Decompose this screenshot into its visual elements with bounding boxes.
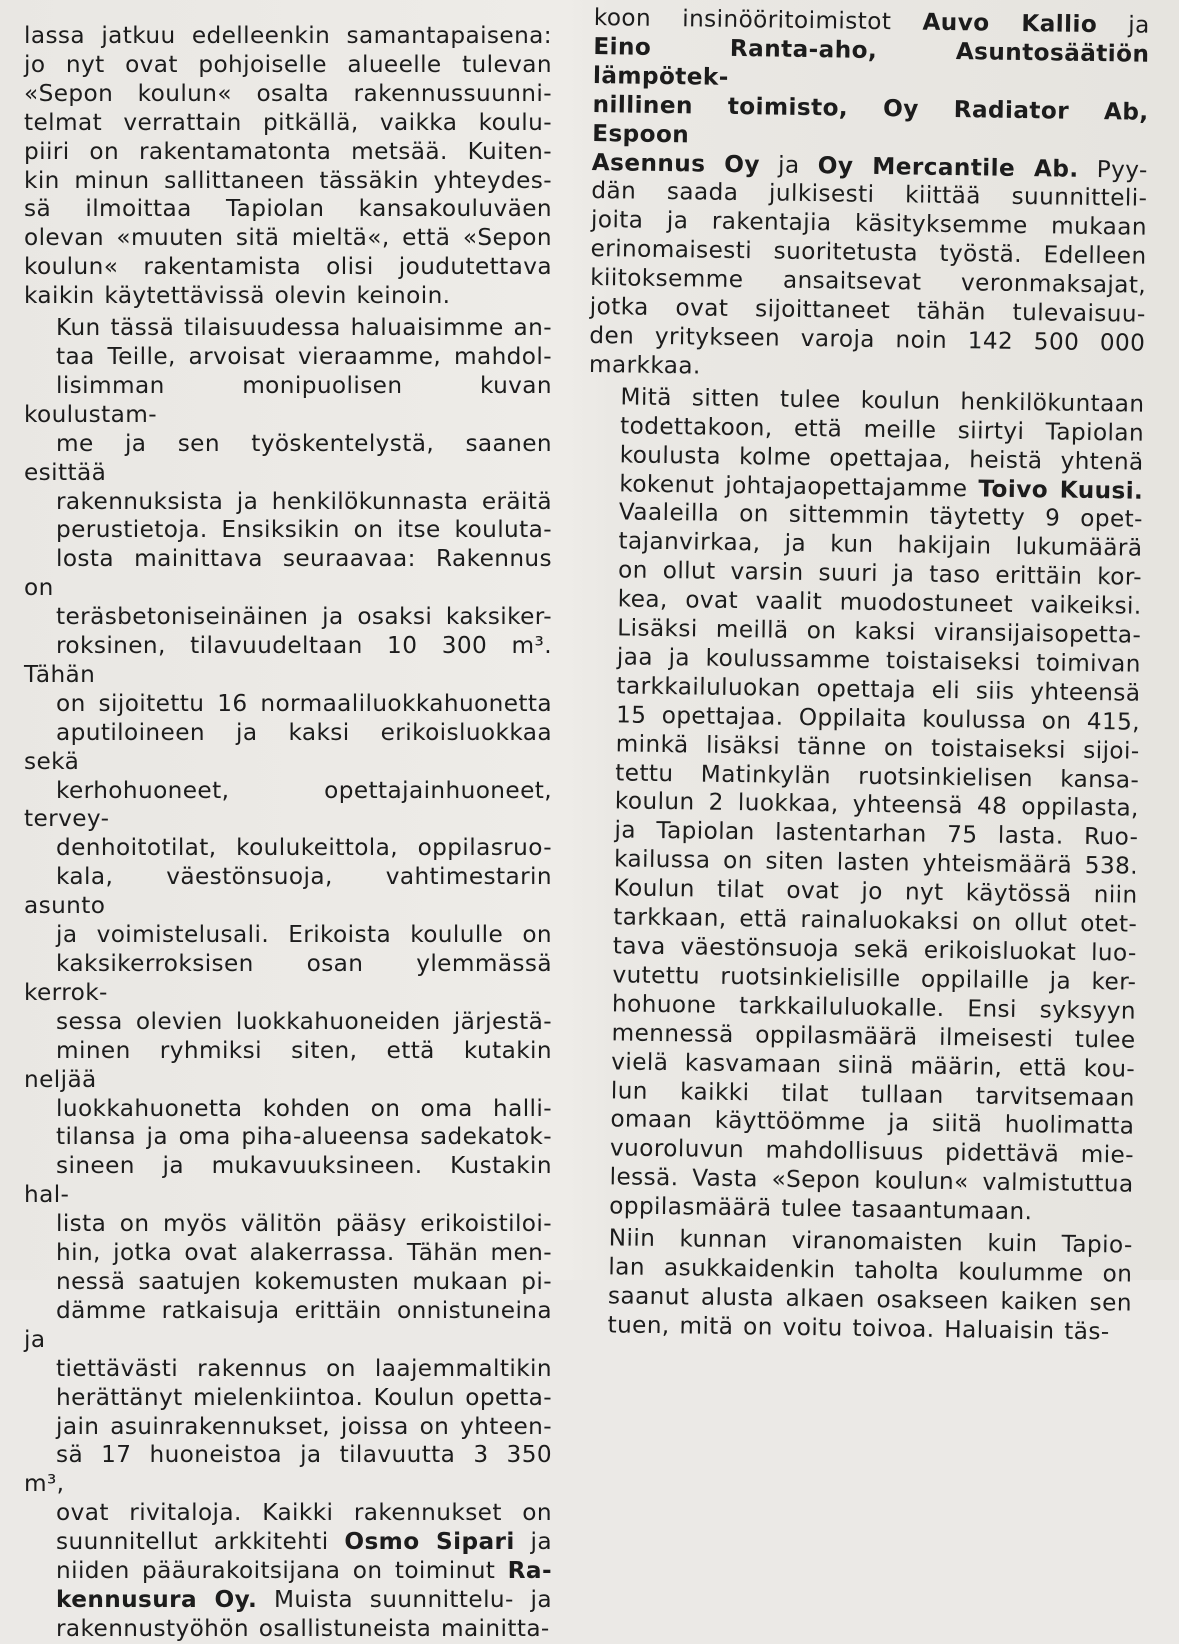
text-line: Vaaleilla on sittemmin täytetty 9 opet- xyxy=(618,498,1144,534)
text-line: Kun tässä tilaisuudessa haluaisimme an- xyxy=(56,314,552,342)
text-line xyxy=(593,33,1150,99)
text-line: tilansa ja oma piha-alueensa sadekatok- xyxy=(56,1123,552,1151)
text-line: sessa olevien luokkahuoneiden järjestä- xyxy=(56,1007,552,1035)
text-line: oppilasmäärä tulee tasaantumaan. xyxy=(609,1192,1033,1226)
bold-name: kennusura Oy. xyxy=(56,1585,258,1613)
text-line: on sijoitettu 16 normaaliluokkahuonetta xyxy=(56,689,552,717)
text-line: jain asuinrakennukset, joissa on yhteen- xyxy=(56,1412,552,1440)
text-line: tettu Matinkylän ruotsinkielisen kansa- xyxy=(615,758,1140,794)
text-line: tarkkailuluokan opettaja eli siis yhteensä xyxy=(616,672,1141,707)
text-line: hin, jotka ovat alakerrassa. Tähän men- xyxy=(56,1239,552,1267)
text-line: kennusura Oy. Muista suunnittelu- ja xyxy=(56,1585,553,1613)
bold-name: Toivo Kuusi. xyxy=(978,474,1144,505)
text-line: dämme ratkaisuja erittäin onnistuneina ja xyxy=(24,1296,552,1353)
text-line: jotka ovat sijoittaneet tähän tulevaisuu- xyxy=(589,293,1146,328)
text-line: lisimman monipuolisen kuvan koulustam- xyxy=(24,371,552,428)
bold-name: nillinen toimisto, Oy Radiator Ab, Espoon xyxy=(592,90,1149,148)
text-line: jaa ja koulussamme toistaiseksi toimivan xyxy=(616,643,1142,678)
text-line: teräsbetoniseinäinen ja osaksi kaksiker- xyxy=(56,603,552,631)
text-line: mennessä oppilasmäärä ilmeisesti tulee xyxy=(611,1019,1136,1054)
bold-name: Osmo Sipari xyxy=(344,1528,515,1556)
text-line: olevan «muuten sitä mieltä«, että «Sepon xyxy=(24,224,552,252)
text-line: minkä lisäksi tänne on toistaiseksi sijoi- xyxy=(615,730,1140,765)
text-line: vutettu ruotsinkielisille oppilaille ja ker- xyxy=(612,961,1137,996)
text-line: joita ja rakentajia käsityksemme mukaan xyxy=(590,206,1148,242)
bold-name: Asennus Oy xyxy=(591,148,761,178)
text-line: dän saada julkisesti kiittää suunnitteli- xyxy=(591,177,1148,213)
bold-name: Oy Mercantile Ab. xyxy=(817,151,1079,183)
right-text-column xyxy=(575,4,1150,1347)
text-line: losta mainittava seuraavaa: Rakennus on xyxy=(24,545,552,602)
text-line: lan asukkaidenkin taholta koulumme on xyxy=(608,1253,1133,1288)
left-text-column xyxy=(24,22,552,1644)
paragraph xyxy=(24,22,552,311)
text-line: herättänyt mielenkiintoa. Koulun opetta- xyxy=(56,1383,552,1411)
paragraph xyxy=(589,4,1150,388)
text-line: vuoroluvun mahdollisuus pidettävä mie- xyxy=(609,1134,1135,1169)
text-line: kiitoksemme ansaitsevat veronmaksajat, xyxy=(589,264,1147,299)
text-line: kaikin käytettävissä olevin keinoin. xyxy=(24,282,451,310)
text-line: kin minun sallittaneen tässäkin yhteydes- xyxy=(24,166,552,194)
paragraph xyxy=(24,314,552,1644)
text-line: jo nyt ovat pohjoiselle alueelle tulevan xyxy=(24,50,552,78)
paragraph xyxy=(577,383,1145,1229)
text-line: markkaa. xyxy=(588,350,701,380)
text-line: rakennustyöhön osallistuneista mainitta- xyxy=(56,1614,550,1642)
bold-name: Auvo Kallio xyxy=(922,8,1098,39)
text-line: koulun« rakentamista olisi joudutettava xyxy=(24,253,552,281)
text-line: 15 opettajaa. Oppilaita koulussa on 415, xyxy=(615,701,1141,736)
text-line: lun kaikki tilat tullaan tarvitsemaan xyxy=(610,1076,1135,1112)
text-line: tiettävästi rakennus on laajemmaltikin xyxy=(56,1354,552,1382)
text-line: aputiloineen ja kaksi erikoisluokkaa sekä xyxy=(24,718,552,775)
text-line xyxy=(592,91,1149,157)
text-line: tarkkaan, että rainaluokaksi on ollut otet- xyxy=(613,903,1138,938)
text-line: perustietoja. Ensiksikin on itse kouluta- xyxy=(56,516,552,544)
text-line: minen ryhmiksi siten, että kutakin neljää xyxy=(24,1036,552,1093)
paragraph xyxy=(575,1224,1133,1347)
text-line: rakennuksista ja henkilökunnasta eräitä xyxy=(56,487,552,515)
text-line: niiden pääurakoitsijana on toiminut Ra- xyxy=(56,1557,552,1585)
text-line: tava väestönsuoja sekä erikoisluokat luo- xyxy=(612,932,1137,967)
text-line: vielä kasvamaan siinä määrin, että kou- xyxy=(611,1047,1136,1083)
text-line: sä ilmoittaa Tapiolan kansakouluväen xyxy=(24,195,552,223)
text-line: roksinen, tilavuudeltaan 10 300 m³. Tähän xyxy=(24,632,552,688)
text-line: denhoitotilat, koulukeittola, oppilasruo- xyxy=(56,834,552,862)
text-line: saanut alusta alkaen osakseen kaiken sen xyxy=(607,1282,1133,1317)
text-line: suunnitellut arkkitehti Osmo Sipari ja xyxy=(56,1528,552,1556)
text-line: taa Teille, arvoisat vieraamme, mahdol- xyxy=(56,342,552,370)
text-line: ovat rivitaloja. Kaikki rakennukset on xyxy=(56,1499,552,1527)
text-line: kokenut johtajaopettajamme Toivo Kuusi. xyxy=(619,469,1144,505)
text-line: Mitä sitten tulee koulun henkilökuntaan xyxy=(620,383,1145,418)
text-line: «Sepon koulun« osalta rakennussuunni- xyxy=(24,79,552,107)
text-line: tajanvirkaa, ja kun hakijain lukumäärä xyxy=(618,527,1143,563)
text-line: den yritykseen varoja noin 142 500 000 xyxy=(589,321,1146,357)
text-line: on ollut varsin suuri ja taso erittäin kor- xyxy=(617,556,1143,591)
text-line: Niin kunnan viranomaisten kuin Tapio- xyxy=(608,1224,1133,1259)
text-line: me ja sen työskentelystä, saanen esittää xyxy=(24,429,552,486)
text-line: lessä. Vasta «Sepon koulun« valmistuttua xyxy=(609,1163,1134,1198)
text-line: hohuone tarkkailuluokalle. Ensi syksyyn xyxy=(611,990,1137,1025)
text-line: tuen, mitä on voitu toivoa. Haluaisin täs- xyxy=(607,1311,1110,1346)
text-line: kala, väestönsuoja, vahtimestarin asunto xyxy=(24,863,552,920)
text-line: kea, ovat vaalit muodostuneet vaikeiksi. xyxy=(617,585,1142,620)
text-line: omaan käyttöömme ja siitä huolimatta xyxy=(610,1105,1135,1141)
bold-name: Ra- xyxy=(507,1557,552,1585)
text-line: piiri on rakentamatonta metsää. Kuiten- xyxy=(24,137,552,165)
text-line: Lisäksi meillä on kaksi viransijaisopetta- xyxy=(617,614,1142,649)
text-line: lassa jatkuu edelleenkin samantapaisena: xyxy=(24,22,552,49)
text-line: koulusta kolme opettajaa, heistä yhtenä xyxy=(619,440,1144,476)
bold-name: Eino Ranta-aho, Asuntosäätiön lämpötek- xyxy=(592,32,1150,91)
text-line: sineen ja mukavuuksineen. Kustakin hal- xyxy=(24,1152,552,1209)
text-line: kaksikerroksisen osan ylemmässä kerrok- xyxy=(24,950,552,1006)
text-line: todettakoon, että meille siirtyi Tapiolan xyxy=(619,412,1145,447)
text-line: nessä saatujen kokemusten mukaan pi- xyxy=(56,1267,552,1295)
text-line: Koulun tilat ovat jo nyt käytössä niin xyxy=(613,874,1138,909)
text-line: lista on myös välitön pääsy erikoistiloi- xyxy=(56,1210,552,1238)
text-line: luokkahuonetta kohden on oma halli- xyxy=(56,1094,552,1122)
text-line: ja voimistelusali. Erikoista koululle on xyxy=(56,921,552,949)
text-line: erinomaisesti suoritetusta työstä. Edelleen xyxy=(590,235,1147,270)
text-line: koulun 2 luokkaa, yhteensä 48 oppilasta, xyxy=(614,787,1140,823)
text-line: kailussa on siten lasten yhteismäärä 538. xyxy=(613,845,1139,880)
text-line: telmat verrattain pitkällä, vaikka koulu- xyxy=(24,108,552,136)
text-line: Asennus Oy ja Oy Mercantile Ab. Pyy- xyxy=(591,148,1148,184)
text-line: sä 17 huoneistoa ja tilavuutta 3 350 m³, xyxy=(24,1441,552,1498)
text-line: koon insinööritoimistot Auvo Kallio ja xyxy=(593,4,1150,39)
text-line: ja Tapiolan lastentarhan 75 lasta. Ruo- xyxy=(614,816,1139,852)
text-line: kerhohuoneet, opettajainhuoneet, tervey- xyxy=(24,776,552,833)
